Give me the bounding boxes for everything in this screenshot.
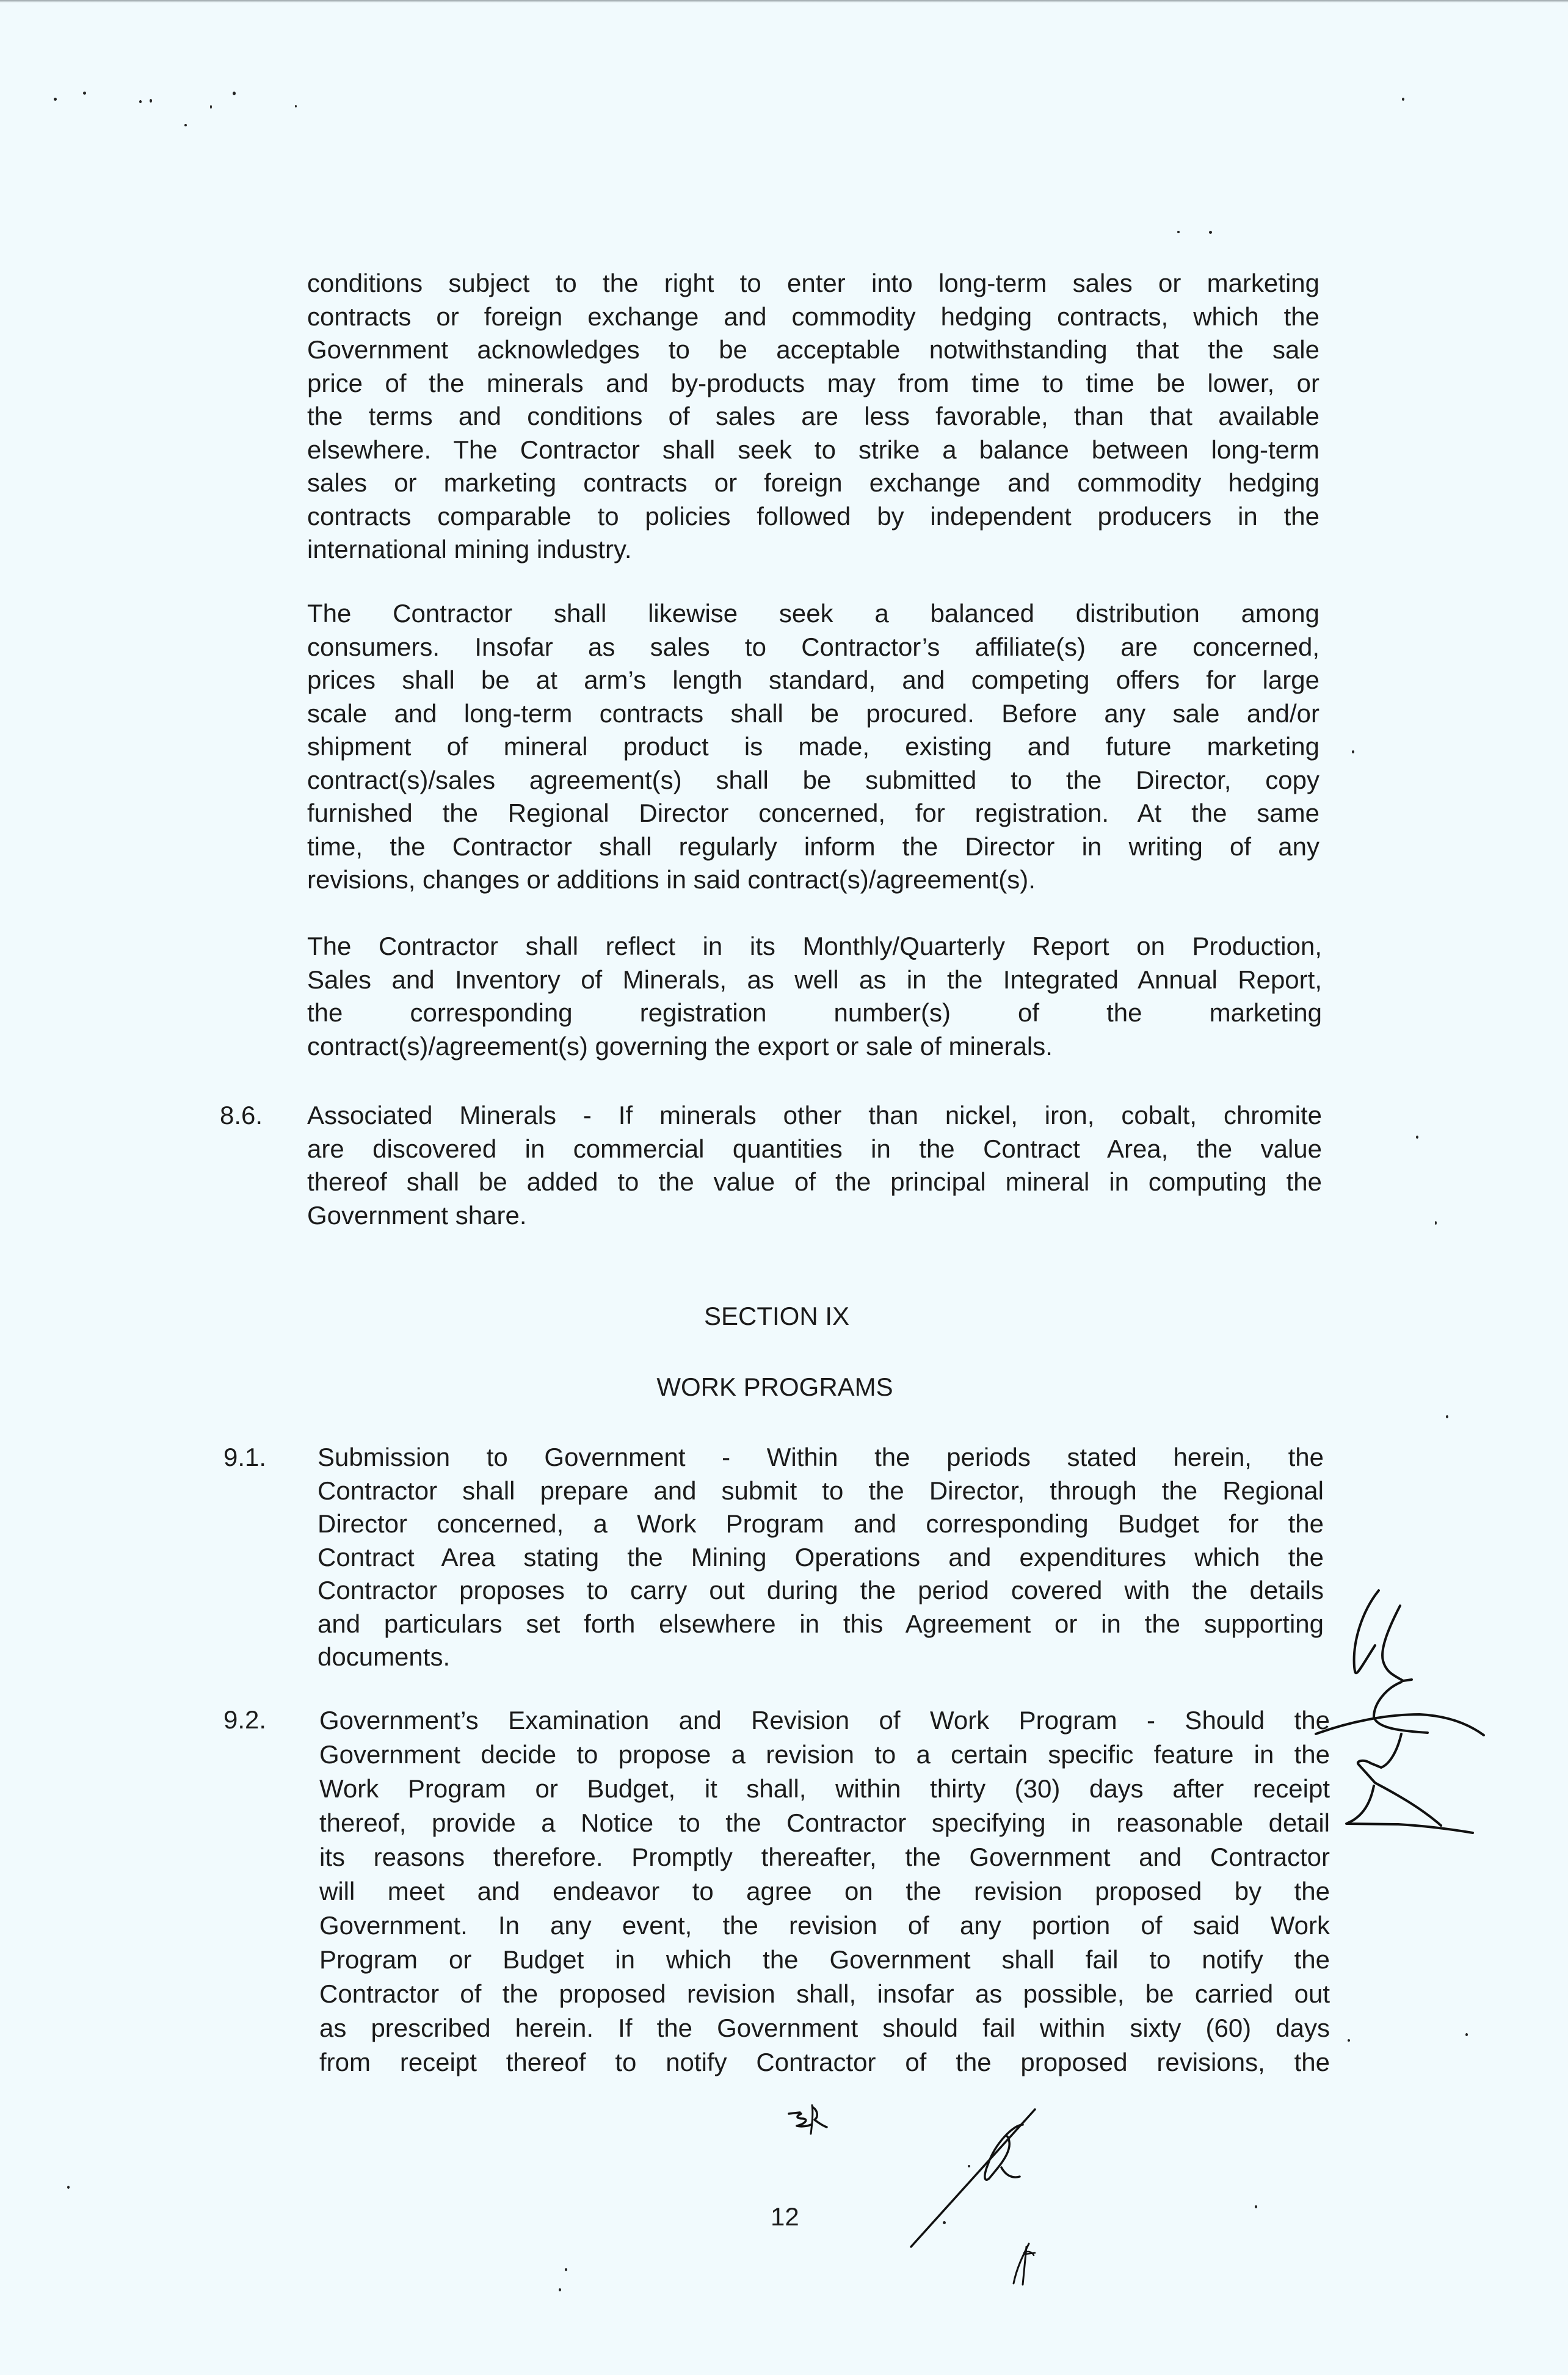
text-line: Contractor shall prepare and submit to the Director, through the Regional [318,1476,1324,1505]
scan-speck [210,105,212,109]
scan-speck [943,2221,946,2224]
bottom-initials-icon [788,2100,837,2143]
scan-speck [1465,2033,1468,2036]
text-line: prices shall be at arm’s length standard, and competing offers for large [307,665,1319,694]
text-line: Submission to Government - Within the periods stated herein, the [318,1443,1324,1471]
section-subtitle [0,1372,1568,1402]
text-line: Sales and Inventory of Minerals, as well as in the Integrated Annual Report, [307,965,1322,994]
bottom-signature-icon [904,2100,1075,2259]
text-line: sales or marketing contracts or foreign exchange and commodity hedging [307,468,1319,497]
clause-number-9-1: 9.1. [223,1443,267,1471]
scan-speck [1255,2205,1257,2208]
corner-initials-icon [1011,2235,1047,2290]
text-line: Government share. [307,1200,527,1230]
text-line: time, the Contractor shall regularly inform the Director in writing of any [307,832,1319,861]
text-line: Associated Minerals - If minerals other than nickel, iron, cobalt, chromite [307,1101,1322,1129]
text-line: will meet and endeavor to agree on the revision proposed by the [319,1877,1330,1905]
clause-number-9-2: 9.2. [223,1705,267,1734]
scan-speck [83,92,86,95]
clause-9-2-examination [319,1703,1330,2079]
text-line: Contractor of the proposed revision shall, insofar as possible, be carried out [319,1979,1330,2008]
text-line: Government’s Examination and Revision of Work Program - Should the [319,1706,1330,1735]
page-number: 12 [771,2202,799,2231]
scan-speck [1352,750,1354,753]
text-line: revisions, changes or additions in said contract(s)/agreement(s). [307,865,1036,894]
scan-speck [67,2186,70,2189]
text-line: contract(s)/agreement(s) governing the export or sale of minerals. [307,1031,1053,1061]
scan-speck [150,99,152,103]
scan-speck [1348,2039,1350,2042]
scan-speck [1209,231,1212,234]
scan-speck [1435,1221,1437,1225]
text-line: scale and long-term contracts shall be procured. Before any sale and/or [307,698,1319,728]
scan-speck [184,124,187,126]
text-line: the terms and conditions of sales are less favorable, than that available [307,402,1319,430]
text-line: thereof shall be added to the value of the principal mineral in computing the [307,1167,1322,1196]
text-line: elsewhere. The Contractor shall seek to strike a balance between long-term [307,435,1319,464]
clause-9-1-submission [318,1441,1324,1674]
clause-number-8-6: 8.6. [220,1101,263,1129]
section-subtitle-text: WORK PROGRAMS [656,1372,893,1401]
text-line: international mining industry. [307,535,632,564]
scan-speck [565,2268,567,2271]
scan-speck [139,100,142,103]
text-line: The Contractor shall likewise seek a balanced distribution among [307,599,1319,628]
text-line: shipment of mineral product is made, existing and future marketing [307,732,1319,761]
text-line: Government. In any event, the revision of any portion of said Work [319,1911,1330,1940]
text-line: consumers. Insofar as sales to Contractor’s affiliate(s) are concerned, [307,632,1319,661]
text-line: thereof, provide a Notice to the Contractor specifying in reasonable detail [319,1808,1330,1837]
scan-speck [559,2288,561,2291]
text-line: the corresponding registration number(s) of the marketing [307,998,1322,1027]
text-line: Contractor proposes to carry out during the period covered with the details [318,1576,1324,1604]
clause-8-6-associated-minerals [307,1099,1322,1232]
section-title-text: SECTION IX [703,1302,850,1330]
text-line: Program or Budget in which the Government shall fail to notify the [319,1945,1330,1974]
text-line: and particulars set forth elsewhere in this Agreement or in the supporting [318,1609,1324,1638]
scan-speck [1446,1415,1448,1418]
paragraph-distribution [307,597,1319,897]
text-line: are discovered in commercial quantities in the Contract Area, the value [307,1134,1322,1163]
text-line: The Contractor shall reflect in its Monthly/Quarterly Report on Production, [307,932,1322,960]
text-line: contracts comparable to policies followed by independent producers in the [307,501,1319,531]
scan-top-edge [0,0,1568,2]
section-title [0,1302,1568,1331]
text-line: Director concerned, a Work Program and corresponding Budget for the [318,1509,1324,1538]
text-line: furnished the Regional Director concerned, for registration. At the same [307,799,1319,827]
text-line: Work Program or Budget, it shall, within thirty (30) days after receipt [319,1774,1330,1803]
margin-signature-icon [1313,1557,1568,1899]
text-line: price of the minerals and by-products may from time to time be lower, or [307,368,1319,397]
text-line: documents. [318,1642,451,1671]
scan-speck [1402,98,1404,101]
text-line: contract(s)/sales agreement(s) shall be submitted to the Director, copy [307,765,1319,794]
paragraph-continued [307,267,1319,567]
text-line: Government decide to propose a revision to a certain specific feature in the [319,1740,1330,1769]
scan-speck [1177,231,1180,233]
scan-speck [1416,1136,1418,1139]
scan-speck [968,2165,970,2167]
scan-speck [295,105,297,107]
text-line: contracts or foreign exchange and commodity hedging contracts, which the [307,302,1319,331]
paragraph-reporting [307,930,1322,1063]
text-line: Government acknowledges to be acceptable notwithstanding that the sale [307,335,1319,364]
text-line: from receipt thereof to notify Contractor of the proposed revisions, the [319,2048,1330,2076]
text-line: its reasons therefore. Promptly thereafter, the Government and Contractor [319,1843,1330,1871]
scan-speck [233,92,236,95]
text-line: as prescribed herein. If the Government should fail within sixty (60) days [319,2014,1330,2042]
text-line: conditions subject to the right to enter into long-term sales or marketing [307,269,1319,297]
scan-speck [54,98,57,101]
text-line: Contract Area stating the Mining Operations and expenditures which the [318,1542,1324,1572]
